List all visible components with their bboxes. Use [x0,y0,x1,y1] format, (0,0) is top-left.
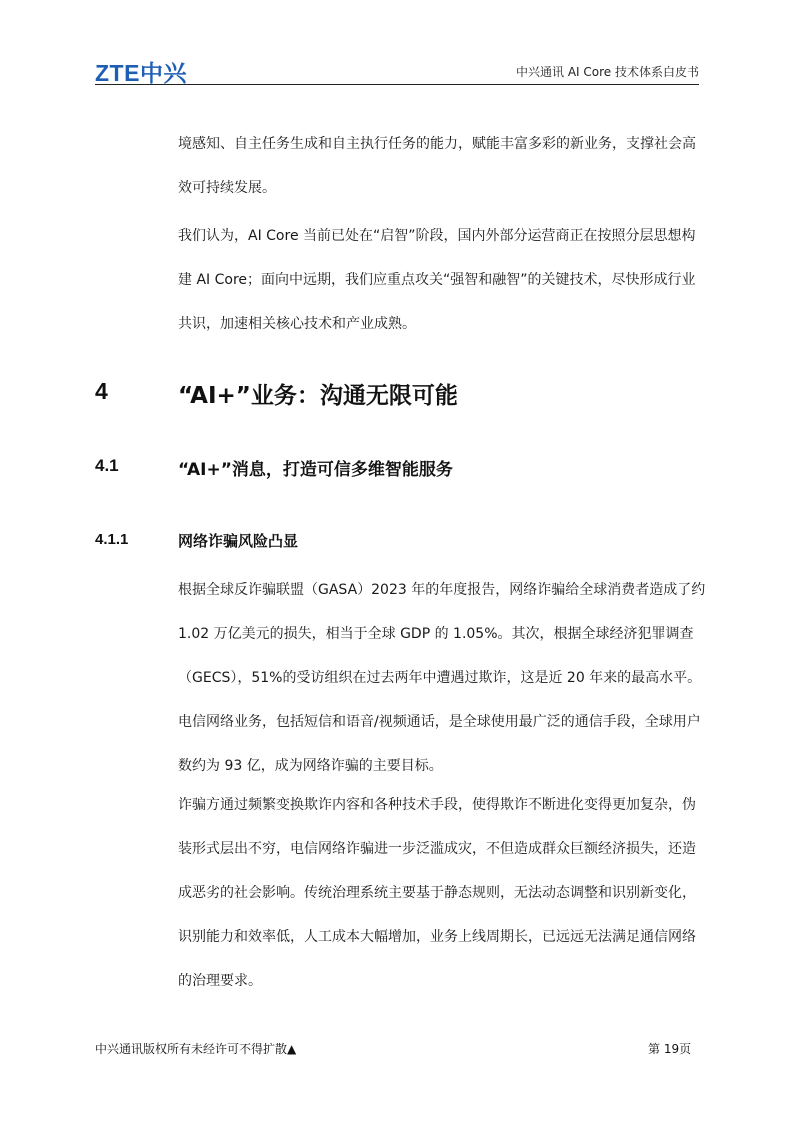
text-line: 1.02 万亿美元的损失，相当于全球 GDP 的 1.05%。其次，根据全球经济犯罪调查 [178,626,694,642]
paragraph-intro-end [178,122,700,210]
subsubsection-title: 网络诈骗风险凸显 [178,532,299,550]
zte-logo: ZTE中兴 [95,60,187,86]
text-line: 的治理要求。 [178,973,262,989]
text-line: 电信网络业务，包括短信和语音/视频通话，是全球使用最广泛的通信手段，全球用户 [178,714,701,730]
section-title: “AI+”业务：沟通无限可能 [178,383,458,409]
text-line: 诈骗方通过频繁变换欺诈内容和各种技术手段，使得欺诈不断进化变得更加复杂，伪 [178,797,696,813]
subsubsection-number: 4.1.1 [95,531,129,548]
paragraph-fraud-statistics [178,568,706,788]
paragraph-fraud-methods [178,783,700,1003]
text-line: 效可持续发展。 [178,180,276,196]
text-line: 共识，加速相关核心技术和产业成熟。 [178,316,416,332]
subsection-title: “AI+”消息，打造可信多维智能服务 [178,460,453,480]
document-title: 中兴通讯 AI Core 技术体系白皮书 [516,65,699,79]
page-number: 第 19页 [648,1042,692,1056]
text-line: 境感知、自主任务生成和自主执行任务的能力，赋能丰富多彩的新业务，支撑社会高 [178,136,696,152]
text-line: （GECS），51%的受访组织在过去两年中遭遇过欺诈，这是近 20 年来的最高水平。 [178,670,702,686]
page-header [95,52,699,85]
text-line: 装形式层出不穷，电信网络诈骗进一步泛滥成灾，不但造成群众巨额经济损失，还造 [178,841,696,857]
text-line: 数约为 93 亿，成为网络诈骗的主要目标。 [178,758,443,774]
text-line: 建 AI Core；面向中远期，我们应重点攻关“强智和融智”的关键技术，尽快形成行业 [178,272,696,288]
copyright-notice: 中兴通讯版权所有未经许可不得扩散▲ [95,1042,297,1056]
text-line: 根据全球反诈骗联盟（GASA）2023 年的年度报告，网络诈骗给全球消费者造成了约 [178,582,706,598]
paragraph-ai-core-stage [178,214,700,346]
text-line: 成恶劣的社会影响。传统治理系统主要基于静态规则，无法动态调整和识别新变化， [178,885,696,901]
text-line: 识别能力和效率低，人工成本大幅增加，业务上线周期长，已远远无法满足通信网络 [178,929,696,945]
section-number: 4 [95,378,108,404]
text-line: 我们认为，AI Core 当前已处在“启智”阶段，国内外部分运营商正在按照分层思想构 [178,228,696,244]
subsection-number: 4.1 [95,456,119,475]
